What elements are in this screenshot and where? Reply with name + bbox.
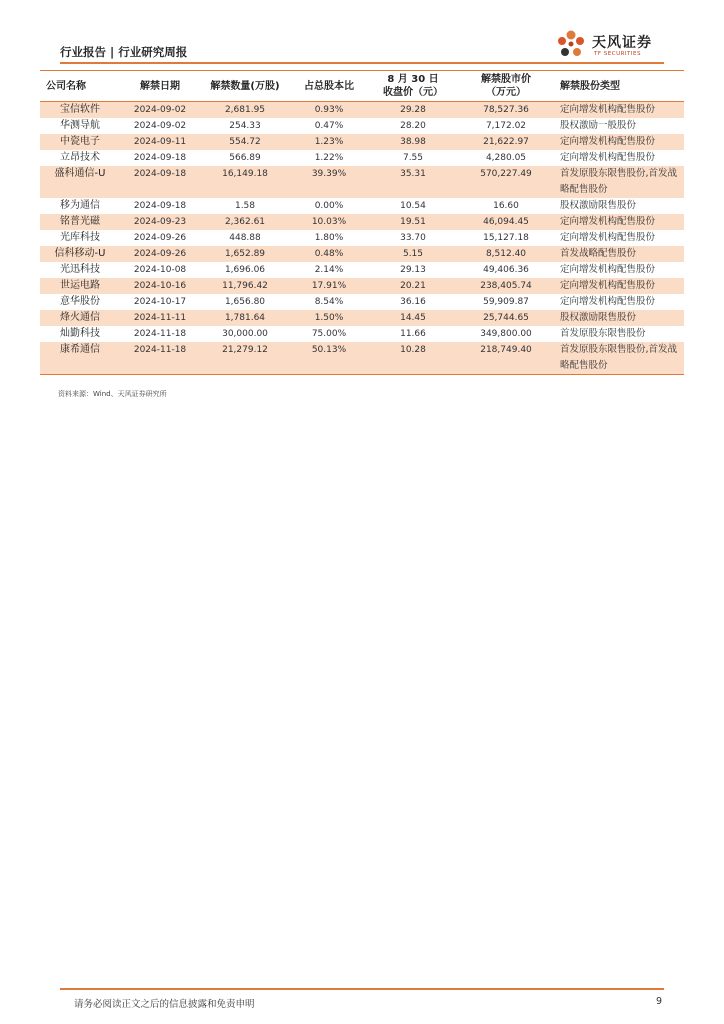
column-header: 公司名称 bbox=[40, 71, 120, 102]
company-logo bbox=[554, 28, 664, 62]
unlock-date: 2024-11-18 bbox=[120, 342, 200, 375]
market-value: 570,227.49 bbox=[458, 166, 554, 198]
table-header-row bbox=[40, 71, 684, 102]
share-ratio: 1.50% bbox=[290, 310, 368, 326]
logo-text: 天风证券 bbox=[592, 35, 652, 51]
logo-flower-icon bbox=[554, 28, 588, 62]
close-price: 20.21 bbox=[368, 278, 458, 294]
footer-divider bbox=[60, 988, 664, 990]
share-type: 定向增发机构配售股份 bbox=[554, 102, 684, 119]
share-ratio: 39.39% bbox=[290, 166, 368, 198]
unlock-date: 2024-11-18 bbox=[133, 329, 187, 339]
market-value: 4,280.05 bbox=[485, 153, 527, 163]
table-row bbox=[40, 118, 684, 134]
share-ratio: 0.47% bbox=[314, 121, 344, 131]
company-name: 世运电路 bbox=[40, 278, 120, 294]
share-ratio: 1.22% bbox=[314, 153, 344, 163]
market-value: 349,800.00 bbox=[480, 329, 532, 339]
unlock-date: 2024-09-23 bbox=[120, 214, 200, 230]
share-type: 股权激励限售股份 bbox=[554, 310, 684, 326]
close-price: 10.54 bbox=[400, 201, 426, 211]
share-type: 首发原股东限售股份,首发战略配售股份 bbox=[554, 342, 684, 375]
share-type: 定向增发机构配售股份 bbox=[560, 264, 656, 275]
share-ratio: 17.91% bbox=[290, 278, 368, 294]
share-type: 股权激励限售股份 bbox=[560, 200, 637, 211]
unlock-date: 2024-09-18 bbox=[120, 166, 200, 198]
unlock-date: 2024-09-11 bbox=[120, 134, 200, 150]
table-row bbox=[40, 278, 684, 294]
share-ratio: 2.14% bbox=[314, 265, 344, 275]
unlock-quantity: 2,681.95 bbox=[200, 102, 290, 119]
unlock-date: 2024-09-02 bbox=[133, 121, 187, 131]
unlock-quantity: 1,781.64 bbox=[200, 310, 290, 326]
unlock-date: 2024-09-26 bbox=[120, 246, 200, 262]
table-row bbox=[40, 150, 684, 166]
company-name: 康希通信 bbox=[40, 342, 120, 375]
market-value: 46,094.45 bbox=[458, 214, 554, 230]
share-ratio: 1.23% bbox=[290, 134, 368, 150]
unlock-date: 2024-10-08 bbox=[133, 265, 187, 275]
share-type: 定向增发机构配售股份 bbox=[554, 278, 684, 294]
market-value: 7,172.02 bbox=[485, 121, 527, 131]
table-row bbox=[40, 326, 684, 342]
column-header: 解禁股份类型 bbox=[554, 71, 684, 102]
unlock-quantity: 554.72 bbox=[200, 134, 290, 150]
share-ratio: 75.00% bbox=[311, 329, 347, 339]
unlock-quantity: 1,696.06 bbox=[224, 265, 266, 275]
market-value: 21,622.97 bbox=[458, 134, 554, 150]
unlock-date: 2024-09-02 bbox=[120, 102, 200, 119]
table-row bbox=[40, 198, 684, 214]
header-divider bbox=[60, 62, 664, 64]
market-value: 78,527.36 bbox=[458, 102, 554, 119]
market-value: 238,405.74 bbox=[458, 278, 554, 294]
report-title: 行业报告 | 行业研究周报 bbox=[60, 45, 188, 59]
unlock-quantity: 566.89 bbox=[229, 153, 261, 163]
column-header: 8 月 30 日 收盘价（元） bbox=[368, 71, 458, 102]
column-header: 解禁数量(万股) bbox=[200, 71, 290, 102]
column-header: 解禁日期 bbox=[120, 71, 200, 102]
market-value: 25,744.65 bbox=[458, 310, 554, 326]
share-ratio: 50.13% bbox=[290, 342, 368, 375]
table-row bbox=[40, 246, 684, 262]
market-value: 16.60 bbox=[493, 201, 519, 211]
close-price: 7.55 bbox=[402, 153, 424, 163]
unlock-quantity: 21,279.12 bbox=[200, 342, 290, 375]
close-price: 10.28 bbox=[368, 342, 458, 375]
close-price: 38.98 bbox=[368, 134, 458, 150]
close-price: 35.31 bbox=[368, 166, 458, 198]
market-value: 8,512.40 bbox=[458, 246, 554, 262]
unlock-date: 2024-10-16 bbox=[120, 278, 200, 294]
close-price: 29.13 bbox=[400, 265, 426, 275]
close-price: 14.45 bbox=[368, 310, 458, 326]
company-name: 中瓷电子 bbox=[40, 134, 120, 150]
close-price: 29.28 bbox=[368, 102, 458, 119]
unlock-date: 2024-09-18 bbox=[133, 201, 187, 211]
company-name: 移为通信 bbox=[60, 200, 100, 211]
unlock-quantity: 2,362.61 bbox=[200, 214, 290, 230]
share-type: 定向增发机构配售股份 bbox=[554, 134, 684, 150]
share-type: 定向增发机构配售股份 bbox=[560, 296, 656, 307]
unlock-quantity: 30,000.00 bbox=[222, 329, 268, 339]
close-price: 19.51 bbox=[368, 214, 458, 230]
unlock-quantity: 16,149.18 bbox=[200, 166, 290, 198]
share-type: 首发原股东限售股份,首发战略配售股份 bbox=[554, 166, 684, 198]
unlock-quantity: 1.58 bbox=[234, 201, 256, 211]
share-type: 定向增发机构配售股份 bbox=[560, 152, 656, 163]
company-name: 烽火通信 bbox=[40, 310, 120, 326]
logo-subtext: TF SECURITIES bbox=[594, 51, 641, 57]
share-type: 首发原股东限售股份 bbox=[560, 328, 646, 339]
market-value: 59,909.87 bbox=[483, 297, 529, 307]
share-type: 定向增发机构配售股份 bbox=[554, 214, 684, 230]
page-header bbox=[60, 28, 664, 62]
table-row bbox=[40, 310, 684, 326]
close-price: 5.15 bbox=[368, 246, 458, 262]
market-value: 49,406.36 bbox=[483, 265, 529, 275]
table-row bbox=[40, 214, 684, 230]
unlock-quantity: 448.88 bbox=[229, 233, 261, 243]
unlock-schedule-table bbox=[40, 70, 684, 375]
table-row bbox=[40, 166, 684, 198]
share-ratio: 0.93% bbox=[290, 102, 368, 119]
unlock-date: 2024-10-17 bbox=[133, 297, 187, 307]
share-ratio: 1.80% bbox=[314, 233, 344, 243]
company-name: 光迅科技 bbox=[60, 264, 100, 275]
share-ratio: 0.00% bbox=[314, 201, 344, 211]
share-ratio: 8.54% bbox=[314, 297, 344, 307]
company-name: 灿勤科技 bbox=[60, 328, 100, 339]
company-name: 铭普光磁 bbox=[40, 214, 120, 230]
close-price: 11.66 bbox=[400, 329, 426, 339]
market-value: 15,127.18 bbox=[483, 233, 529, 243]
company-name: 立昂技术 bbox=[60, 152, 100, 163]
close-price: 36.16 bbox=[400, 297, 426, 307]
table-row bbox=[40, 262, 684, 278]
page-number: 9 bbox=[655, 996, 662, 1007]
unlock-quantity: 1,652.89 bbox=[200, 246, 290, 262]
unlock-quantity: 254.33 bbox=[229, 121, 261, 131]
table-row bbox=[40, 102, 684, 119]
unlock-date: 2024-11-11 bbox=[120, 310, 200, 326]
company-name: 宝信软件 bbox=[40, 102, 120, 119]
company-name: 华测导航 bbox=[60, 120, 100, 131]
company-name: 光库科技 bbox=[60, 232, 100, 243]
company-name: 盛科通信-U bbox=[40, 166, 120, 198]
disclaimer-note: 请务必阅读正文之后的信息披露和免责申明 bbox=[74, 999, 255, 1010]
source-note: 资料来源：Wind、天风证券研究所 bbox=[58, 390, 167, 398]
share-type: 首发战略配售股份 bbox=[554, 246, 684, 262]
column-header: 解禁股市价 （万元） bbox=[458, 71, 554, 102]
company-name: 信科移动-U bbox=[40, 246, 120, 262]
market-value: 218,749.40 bbox=[458, 342, 554, 375]
unlock-date: 2024-09-18 bbox=[133, 153, 187, 163]
unlock-date: 2024-09-26 bbox=[133, 233, 187, 243]
column-header: 占总股本比 bbox=[290, 71, 368, 102]
table-row bbox=[40, 134, 684, 150]
unlock-quantity: 11,796.42 bbox=[200, 278, 290, 294]
company-name: 意华股份 bbox=[60, 296, 100, 307]
share-ratio: 0.48% bbox=[290, 246, 368, 262]
table-row bbox=[40, 230, 684, 246]
table-row bbox=[40, 342, 684, 375]
close-price: 28.20 bbox=[400, 121, 426, 131]
unlock-quantity: 1,656.80 bbox=[224, 297, 266, 307]
table-row bbox=[40, 294, 684, 310]
share-type: 股权激励一般股份 bbox=[560, 120, 637, 131]
close-price: 33.70 bbox=[400, 233, 426, 243]
share-ratio: 10.03% bbox=[290, 214, 368, 230]
share-type: 定向增发机构配售股份 bbox=[560, 232, 656, 243]
